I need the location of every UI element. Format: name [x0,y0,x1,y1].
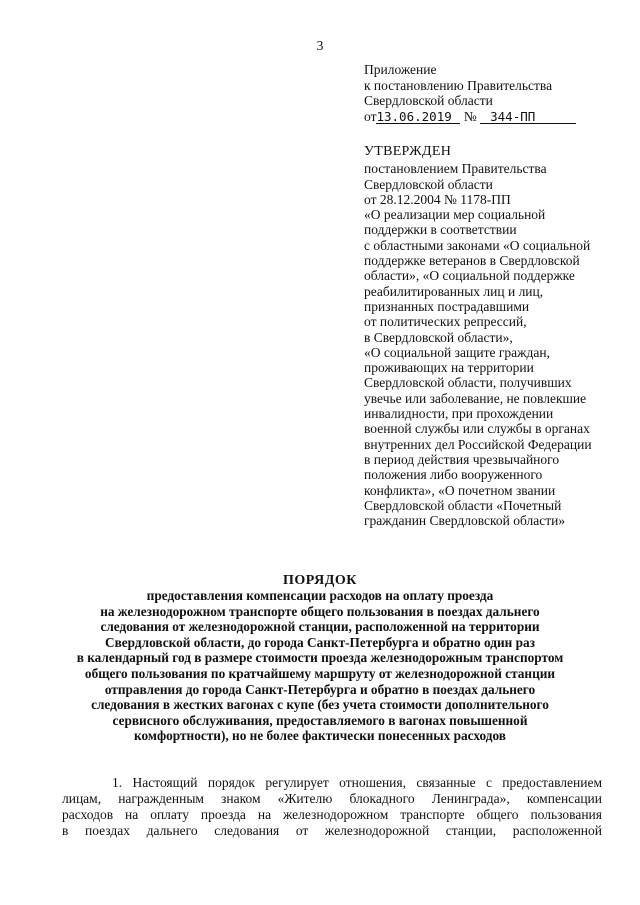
appendix-line: к постановлению Правительства [364,77,553,93]
number-prefix: № [463,108,477,124]
order-subtitle-line: на железнодорожном транспорте общего пользования в поездах дальнего [100,603,540,619]
order-subtitle-line: комфортности), но не более фактически понесенных расходов [134,728,506,744]
page-number: 3 [316,38,324,53]
approved-line: Свердловской области «Почетный [364,497,562,513]
resolution-number: 344-ПП [480,110,576,124]
order-subtitle-line: Свердловской области, до города Санкт-Петербурга и обратно один раз [105,634,535,650]
approved-line: положения либо вооруженного [364,467,543,483]
body-line: лицам, награжденным знаком «Жителю блокадного Ленинграда», компенсации [62,791,602,806]
body-line: в поездах дальнего следования от железнодорожной станции, расположенной [62,823,602,838]
appendix-line: Приложение [364,62,437,77]
approved-line: поддержке ветеранов в Свердловской [364,253,580,269]
approved-line: инвалидности, при прохождении [364,406,554,422]
order-subtitle [0,588,640,744]
approved-line: внутренних дел Российской Федерации [364,436,592,452]
appendix-line: Свердловской области [364,93,493,108]
approved-line: с областными законами «О социальной [364,237,591,253]
order-subtitle-line: следования в жестких вагонах с купе (без учета стоимости дополнительного [91,697,549,713]
approved-line: увечье или заболевание, не повлекшие [364,390,587,406]
approved-line: в период действия чрезвычайного [364,451,560,467]
approved-line: признанных пострадавшими [364,298,530,314]
body-paragraph [62,775,602,839]
approved-line: в Свердловской области», [364,329,513,345]
approved-line: Свердловской области [364,176,493,192]
body-line: 1. Настоящий порядок регулирует отношения, связанные с предоставлением [112,775,602,790]
approved-line: проживающих на территории [364,360,534,376]
approved-line: военной службы или службы в органах [364,421,590,437]
order-subtitle-line: предоставления компенсации расходов на оплату проезда [146,588,494,603]
approved-line: реабилитированных лиц и лиц, [364,283,544,299]
order-subtitle-line: в календарный год в размере стоимости проезда железнодорожным транспортом [76,650,564,666]
approved-heading: УТВЕРЖДЕН [364,144,452,159]
body-line: расходов на оплату проезда на железнодорожном транспорте общего пользования [62,807,602,822]
appendix-date-line [364,109,624,125]
approved-line: области», «О социальной поддержке [364,268,575,284]
approved-block [364,144,626,528]
resolution-date: 13.06.2019 [376,110,460,124]
approved-line: поддержки в соответствии [364,222,517,238]
approved-line: от политических репрессий, [364,314,527,330]
approved-line: конфликта», «О почетном звании [364,482,556,498]
date-prefix: от [364,108,377,124]
approved-line: «О социальной защите граждан, [364,344,550,360]
order-subtitle-line: следования от железнодорожной станции, расположенной на территории [100,619,540,635]
approved-line: постановлением Правительства [364,161,547,177]
order-subtitle-line: сервисного обслуживания, предоставляемого в вагонах повышенной [112,712,528,728]
order-subtitle-line: общего пользования по кратчайшему маршруту от железнодорожной станции [84,665,556,681]
approved-line: Свердловской области, получивших [364,375,572,391]
approved-line: «О реализации мер социальной [364,207,546,223]
order-title: ПОРЯДОК [283,573,357,588]
approved-line: гражданин Свердловской области» [364,513,566,529]
approved-line: от 28.12.2004 № 1178-ПП [364,191,511,207]
appendix-block [364,62,624,124]
order-subtitle-line: отправления до города Санкт-Петербурга и обратно в поездах дальнего [104,681,536,697]
